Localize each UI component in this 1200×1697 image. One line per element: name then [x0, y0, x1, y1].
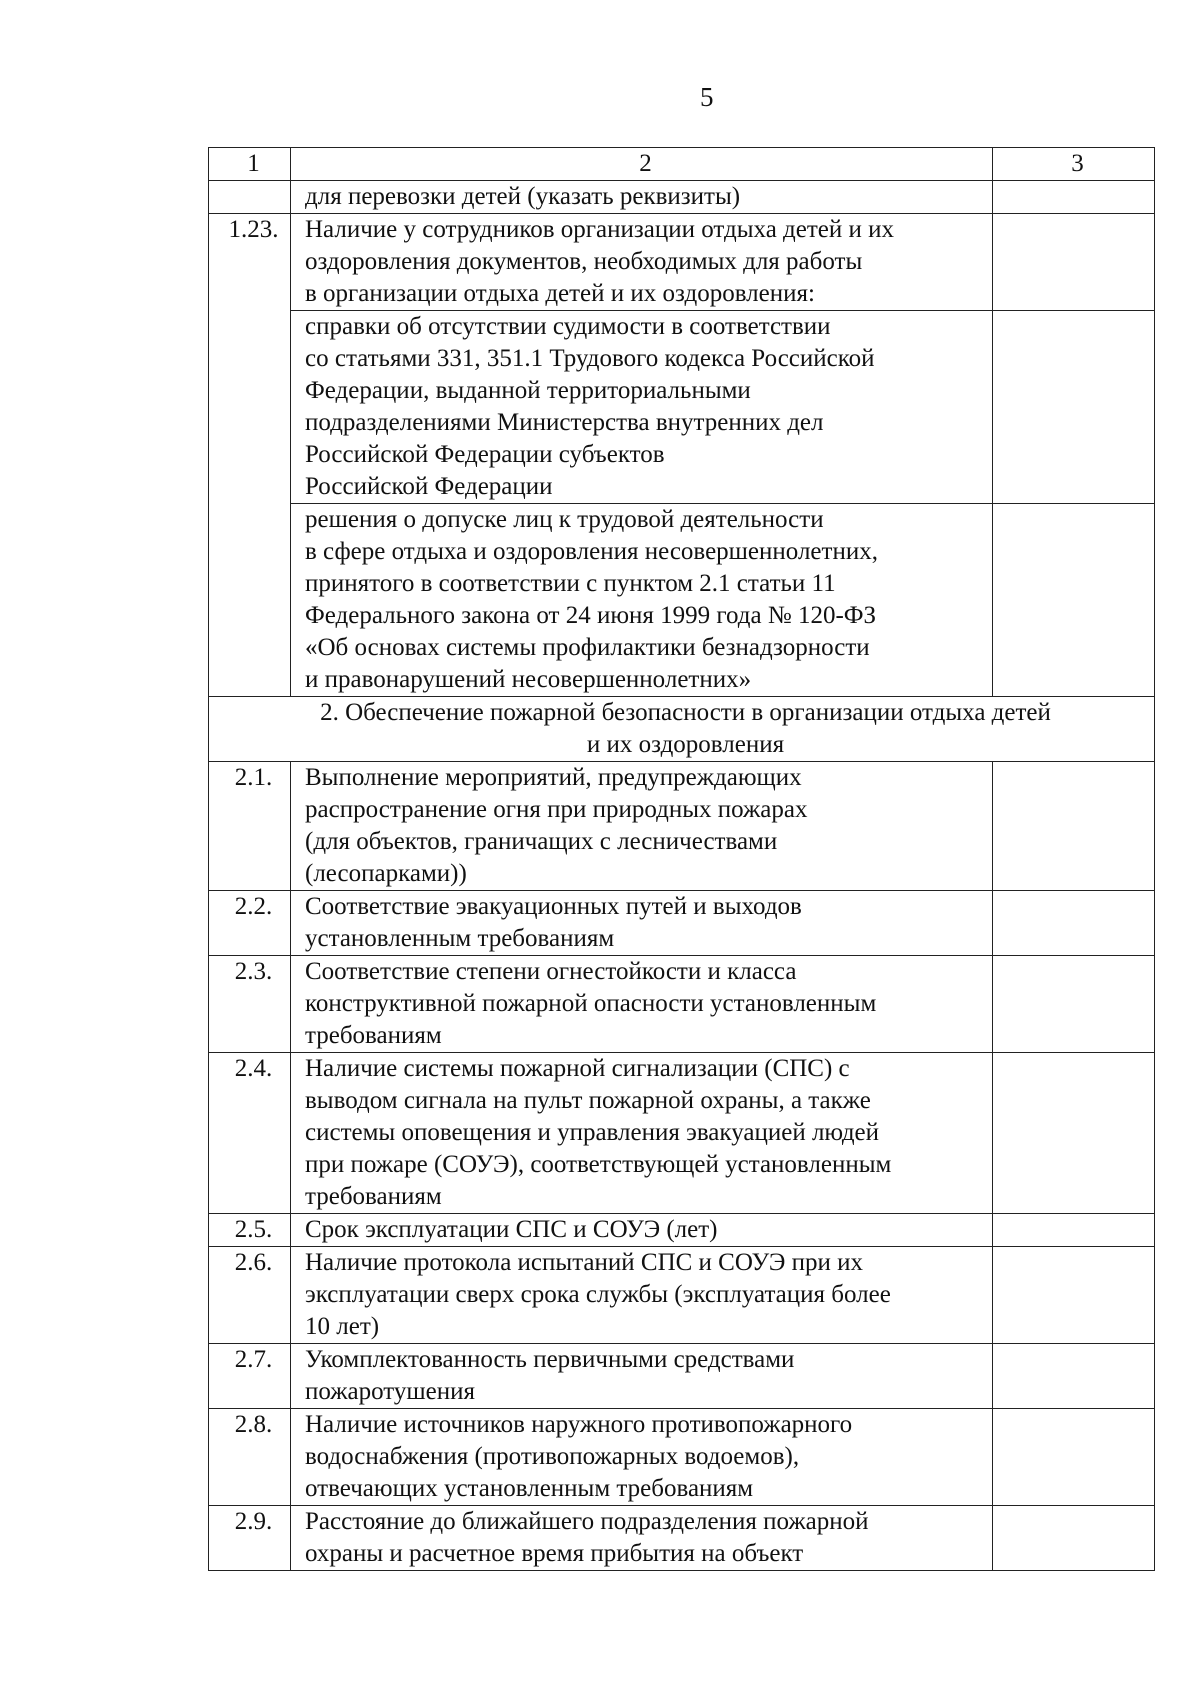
row-text	[291, 762, 993, 891]
row-text	[291, 956, 993, 1053]
row-value-cell[interactable]	[993, 1214, 1155, 1247]
row-text-content: решения о допуске лиц к трудовой деятельности в сфере отдыха и оздоровления несовершеннолетних, принятого в соответствии с пунктом 2.1 статьи 11 Федерального закона от 24 июня 1999 года № 120-ФЗ «Об основах системы профилактики безнадзорности и правонарушений несовершеннолетних»	[305, 506, 878, 693]
table-row	[209, 1053, 1155, 1214]
row-text	[291, 1506, 993, 1571]
table-row	[209, 1214, 1155, 1247]
row-text-content: для перевозки детей (указать реквизиты)	[305, 183, 741, 210]
row-text	[291, 1214, 993, 1247]
table-row	[209, 311, 1155, 504]
row-value-cell[interactable]	[993, 504, 1155, 697]
row-number	[209, 181, 291, 214]
row-value-cell[interactable]	[993, 956, 1155, 1053]
row-value-cell[interactable]	[993, 891, 1155, 956]
row-value-cell[interactable]	[993, 1344, 1155, 1409]
row-value-cell[interactable]	[993, 762, 1155, 891]
header-col-3: 3	[993, 148, 1155, 181]
row-value-cell[interactable]	[993, 1247, 1155, 1344]
row-text-content: Расстояние до ближайшего подразделения пожарной охраны и расчетное время прибытия на объект	[305, 1508, 869, 1567]
row-number: 2.4.	[209, 1053, 291, 1214]
row-text-content: Соответствие эвакуационных путей и выходов установленным требованиям	[305, 893, 802, 952]
row-text	[291, 1053, 993, 1214]
table-row	[209, 891, 1155, 956]
row-value-cell[interactable]	[993, 1506, 1155, 1571]
table-row	[209, 956, 1155, 1053]
table-row	[209, 181, 1155, 214]
row-text-content: Укомплектованность первичными средствами пожаротушения	[305, 1346, 795, 1405]
table-row	[209, 504, 1155, 697]
checklist-table	[208, 147, 1155, 1571]
page-number: 5	[700, 82, 714, 112]
row-number: 2.1.	[209, 762, 291, 891]
row-text-content: Наличие источников наружного противопожарного водоснабжения (противопожарных водоемов), отвечающих установленным требованиям	[305, 1411, 853, 1502]
row-number: 2.8.	[209, 1409, 291, 1506]
row-number: 2.5.	[209, 1214, 291, 1247]
row-number: 2.3.	[209, 956, 291, 1053]
row-value-cell[interactable]	[993, 1409, 1155, 1506]
row-number: 2.9.	[209, 1506, 291, 1571]
row-text	[291, 891, 993, 956]
table-row	[209, 1506, 1155, 1571]
row-text-content: Выполнение мероприятий, предупреждающих распространение огня при природных пожарах (для объектов, граничащих с лесничествами (лесопарками))	[305, 764, 808, 887]
row-value-cell[interactable]	[993, 311, 1155, 504]
table-header-row	[209, 148, 1155, 181]
row-text-content: справки об отсутствии судимости в соответствии со статьями 331, 351.1 Трудового кодекса Российской Федерации, выданной территориальными подразделениями Министерства внутренних дел Российской Федерации субъектов Российской Федерации	[305, 313, 875, 500]
row-number: 1.23.	[209, 214, 291, 697]
row-text	[291, 181, 993, 214]
row-text	[291, 504, 993, 697]
row-value-cell[interactable]	[993, 214, 1155, 311]
row-text-content: Наличие протокола испытаний СПС и СОУЭ при их эксплуатации сверх срока службы (эксплуатация более 10 лет)	[305, 1249, 891, 1340]
table-row	[209, 1409, 1155, 1506]
row-text-content: Наличие системы пожарной сигнализации (СПС) с выводом сигнала на пульт пожарной охраны, а также системы оповещения и управления эвакуацией людей при пожаре (СОУЭ), соответствующей установленным требованиям	[305, 1055, 892, 1210]
table-row	[209, 762, 1155, 891]
section-row	[209, 697, 1155, 762]
row-value-cell[interactable]	[993, 181, 1155, 214]
table-row	[209, 1344, 1155, 1409]
row-text	[291, 1344, 993, 1409]
row-text-content: Соответствие степени огнестойкости и класса конструктивной пожарной опасности установленным требованиям	[305, 958, 877, 1049]
row-text	[291, 311, 993, 504]
row-number: 2.6.	[209, 1247, 291, 1344]
header-col-2: 2	[291, 148, 993, 181]
row-text	[291, 1409, 993, 1506]
table-row	[209, 214, 1155, 311]
row-text-content: Наличие у сотрудников организации отдыха детей и их оздоровления документов, необходимых для работы в организации отдыха детей и их оздоровления:	[305, 216, 895, 307]
row-text-content: Срок эксплуатации СПС и СОУЭ (лет)	[305, 1216, 718, 1243]
section-title	[209, 697, 1155, 762]
row-number: 2.7.	[209, 1344, 291, 1409]
section-title-text: 2. Обеспечение пожарной безопасности в организации отдыха детей и их оздоровления	[320, 699, 1051, 758]
table-row	[209, 1247, 1155, 1344]
header-col-1: 1	[209, 148, 291, 181]
row-text	[291, 1247, 993, 1344]
row-text	[291, 214, 993, 311]
row-number: 2.2.	[209, 891, 291, 956]
row-value-cell[interactable]	[993, 1053, 1155, 1214]
